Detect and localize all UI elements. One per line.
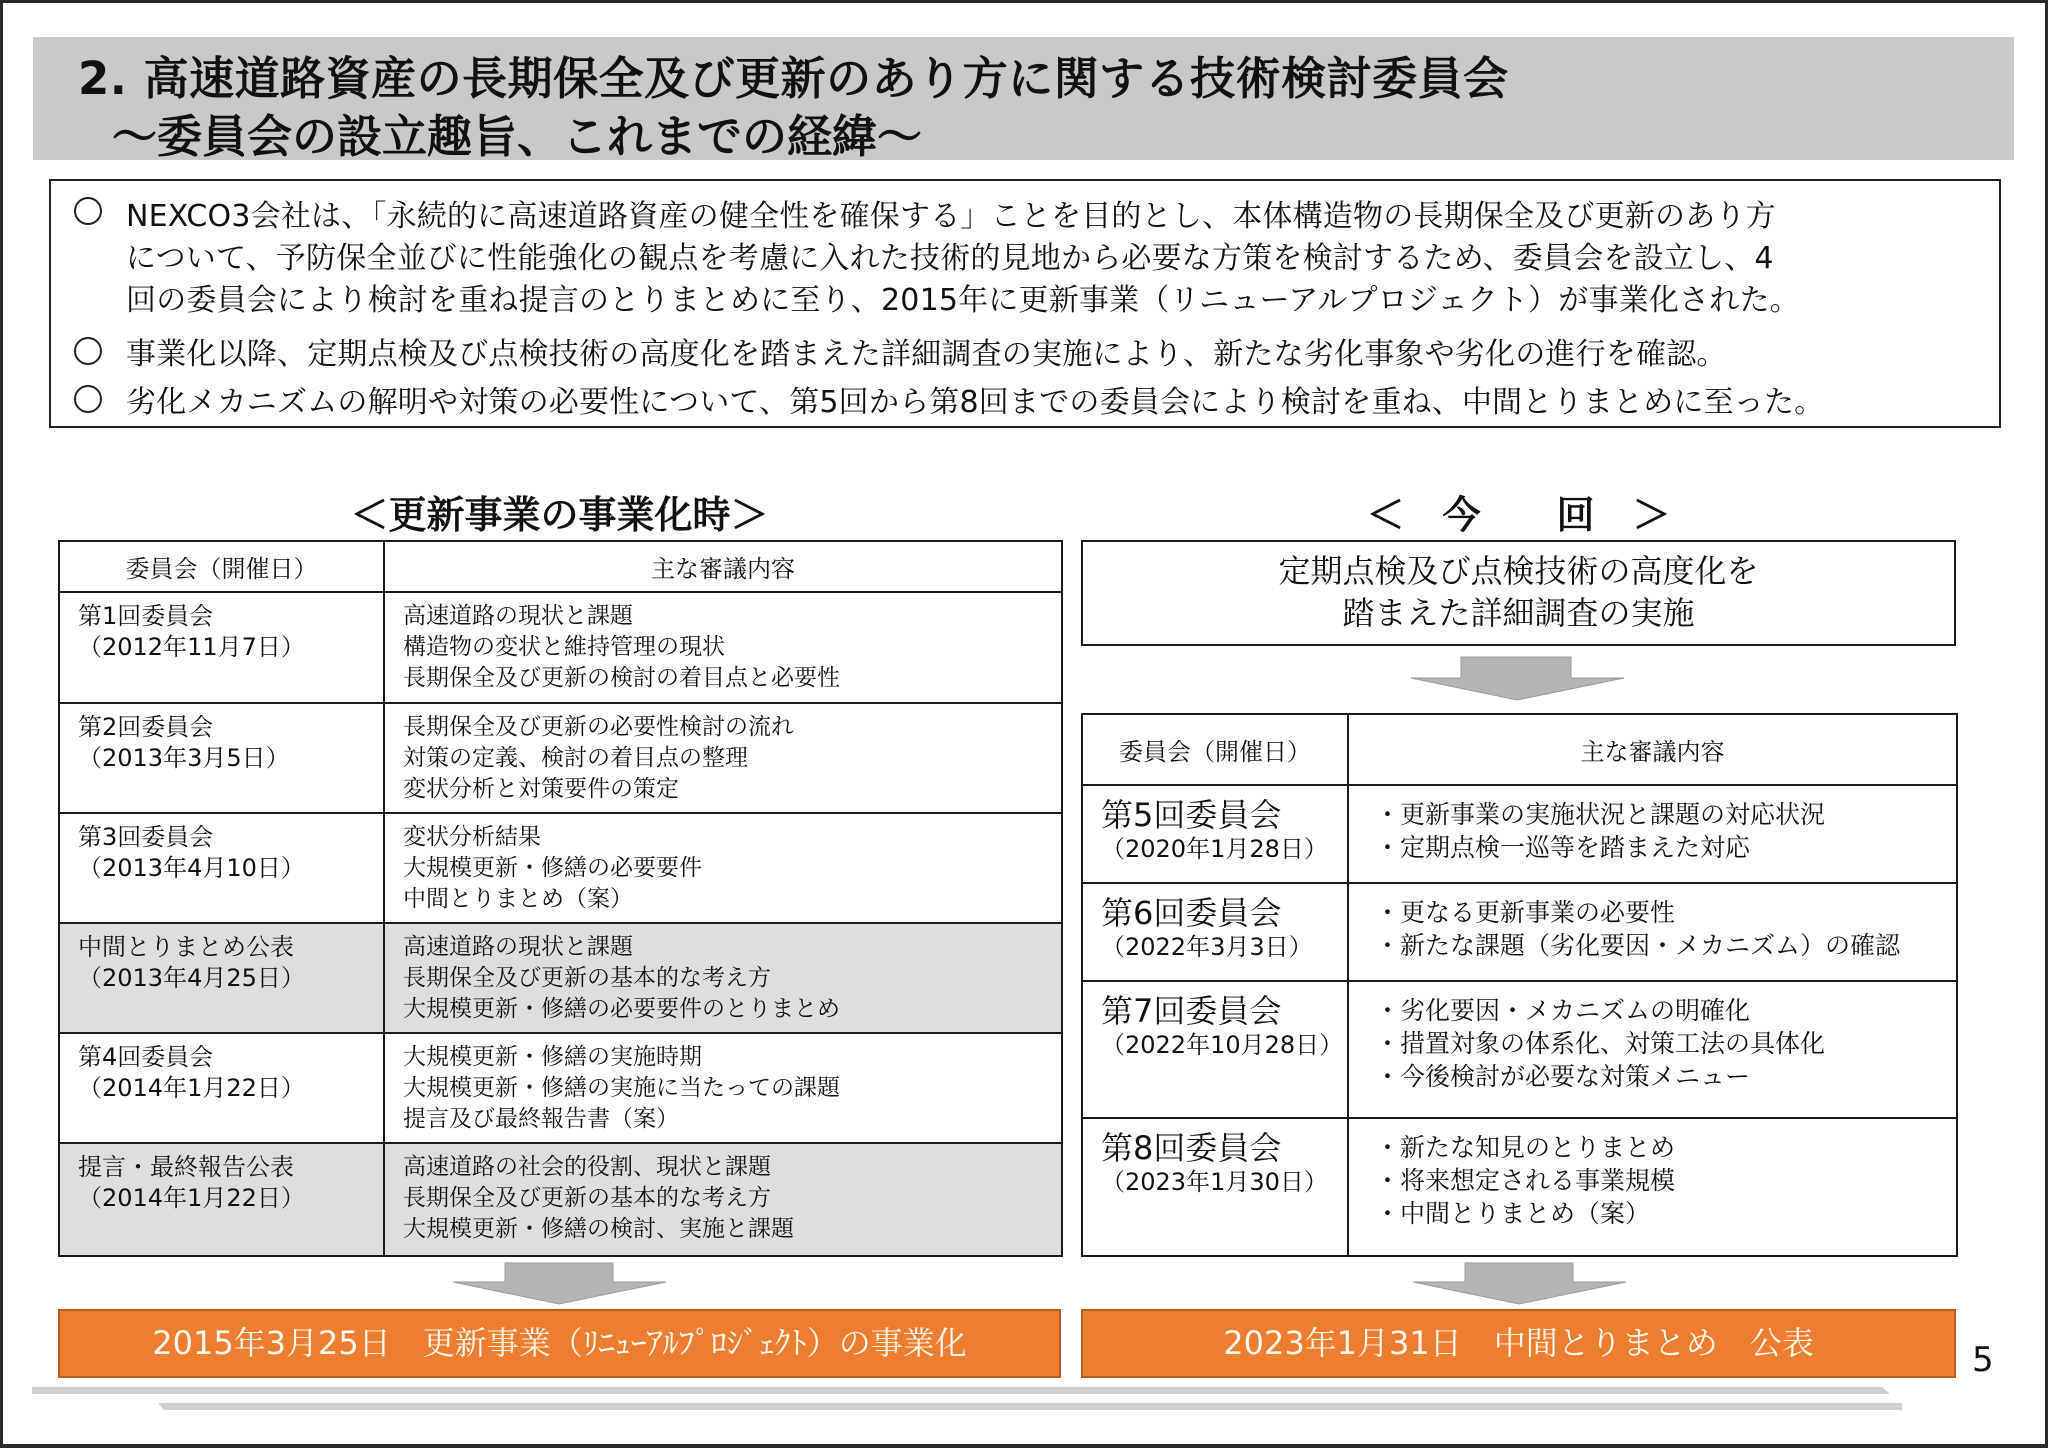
meeting-date: （2014年1月22日） [78, 1184, 305, 1212]
topic-item: 変状分析と対策要件の策定 [403, 776, 679, 802]
footer-decorative-bars [32, 1386, 1902, 1416]
meeting-name: 提言・最終報告公表 [78, 1153, 294, 1181]
column-header-committee: 委員会（開催日） [1082, 714, 1348, 785]
column-header-topics: 主な審議内容 [384, 541, 1062, 592]
topic-item: 提言及び最終報告書（案） [403, 1106, 679, 1132]
left-outcome-banner: 2015年3月25日 更新事業（ﾘﾆｭｰｱﾙﾌﾟﾛｼﾞｪｸﾄ）の事業化 [58, 1309, 1061, 1378]
meeting-name: 第6回委員会 [1101, 894, 1282, 932]
table-row [59, 813, 1062, 923]
meeting-date: （2013年4月10日） [78, 854, 305, 882]
meeting-name: 第3回委員会 [78, 823, 214, 851]
table-header-row [1082, 714, 1957, 785]
left-section-title: ＜更新事業の事業化時＞ [350, 493, 769, 537]
table-row [1082, 1118, 1957, 1256]
topic-item: 大規模更新・修繕の必要要件 [403, 855, 702, 881]
down-arrow-icon [450, 1262, 670, 1306]
topic-item: 大規模更新・修繕の実施に当たっての課題 [403, 1075, 840, 1101]
topic-item: 変状分析結果 [403, 824, 541, 850]
topic-item: 対策の定義、検討の着目点の整理 [403, 745, 748, 771]
table-row [1082, 883, 1957, 981]
topic-item: ・措置対象の体系化、対策工法の具体化 [1375, 1029, 1826, 1058]
column-header-topics: 主な審議内容 [1348, 714, 1957, 785]
topic-item: ・今後検討が必要な対策メニュー [1375, 1062, 1751, 1091]
meeting-name: 中間とりまとめ公表 [78, 933, 294, 961]
topic-item: 構造物の変状と維持管理の現状 [403, 634, 725, 660]
current-context-box [1081, 540, 1956, 646]
intro-text-line: 回の委員会により検討を重ね提言のとりまとめに至り、2015年に更新事業（リニューアルプロジェクト）が事業化された。 [126, 283, 1800, 318]
circle-bullet-icon [74, 337, 102, 365]
past-committee-table [58, 540, 1063, 1257]
topic-item: ・定期点検一巡等を踏まえた対応 [1375, 833, 1751, 862]
meeting-name: 第2回委員会 [78, 713, 214, 741]
topic-item: ・更なる更新事業の必要性 [1375, 898, 1676, 927]
circle-bullet-icon [74, 385, 102, 413]
page-number: 5 [1972, 1340, 1994, 1380]
meeting-name: 第4回委員会 [78, 1043, 214, 1071]
intro-summary-box [49, 179, 2001, 428]
topic-item: ・新たな課題（劣化要因・メカニズム）の確認 [1375, 931, 1901, 960]
meeting-date: （2014年1月22日） [78, 1074, 305, 1102]
meeting-date: （2023年1月30日） [1101, 1168, 1328, 1196]
context-line: 定期点検及び点検技術の高度化を [1278, 552, 1759, 590]
intro-text-line: 劣化メカニズムの解明や対策の必要性について、第5回から第8回までの委員会により検討を重ね、中間とりまとめに至った。 [126, 385, 1825, 420]
topic-item: 高速道路の社会的役割、現状と課題 [403, 1154, 771, 1180]
meeting-date: （2013年4月25日） [78, 964, 305, 992]
meeting-name: 第5回委員会 [1101, 796, 1282, 834]
topic-item: 長期保全及び更新の必要性検討の流れ [403, 714, 794, 740]
topic-item: 中間とりまとめ（案） [403, 886, 633, 912]
topic-item: 大規模更新・修繕の実施時期 [403, 1044, 702, 1070]
table-row-highlighted [59, 923, 1062, 1033]
context-line: 踏まえた詳細調査の実施 [1342, 594, 1695, 632]
page-title: 2. 高速道路資産の長期保全及び更新のあり方に関する技術検討委員会 [78, 52, 1509, 105]
topic-item: ・劣化要因・メカニズムの明確化 [1375, 996, 1751, 1025]
intro-text-line: について、予防保全並びに性能強化の観点を考慮に入れた技術的見地から必要な方策を検討するため、委員会を設立し、4 [126, 241, 1774, 276]
table-row [1082, 981, 1957, 1118]
topic-item: ・将来想定される事業規模 [1375, 1166, 1676, 1195]
table-row [59, 592, 1062, 703]
meeting-date: （2013年3月5日） [78, 744, 290, 772]
table-header-row [59, 541, 1062, 592]
topic-item: ・新たな知見のとりまとめ [1375, 1133, 1676, 1162]
column-header-committee: 委員会（開催日） [59, 541, 384, 592]
topic-item: ・中間とりまとめ（案） [1375, 1199, 1651, 1228]
topic-item: 長期保全及び更新の基本的な考え方 [403, 965, 771, 991]
circle-bullet-icon [74, 197, 102, 225]
down-arrow-icon [1408, 656, 1628, 702]
topic-item: 長期保全及び更新の検討の着目点と必要性 [403, 665, 840, 691]
page-subtitle: 〜委員会の設立趣旨、これまでの経緯〜 [112, 110, 923, 163]
right-outcome-banner: 2023年1月31日 中間とりまとめ 公表 [1081, 1309, 1956, 1378]
meeting-name: 第8回委員会 [1101, 1129, 1282, 1167]
topic-item: ・更新事業の実施状況と課題の対応状況 [1375, 800, 1826, 829]
table-row [1082, 785, 1957, 883]
meeting-date: （2022年3月3日） [1101, 933, 1313, 961]
meeting-name: 第7回委員会 [1101, 992, 1282, 1030]
meeting-date: （2012年11月7日） [78, 633, 305, 661]
table-row [59, 703, 1062, 813]
table-row-highlighted [59, 1143, 1062, 1256]
meeting-name: 第1回委員会 [78, 602, 214, 630]
intro-text-line: NEXCO3会社は、「永続的に高速道路資産の健全性を確保する」ことを目的とし、本体構造物の長期保全及び更新のあり方 [126, 199, 1776, 234]
right-section-title: ＜ 今 回 ＞ [1366, 493, 1671, 537]
topic-item: 大規模更新・修繕の必要要件のとりまとめ [403, 996, 840, 1022]
down-arrow-icon [1410, 1262, 1630, 1306]
table-row [59, 1033, 1062, 1143]
meeting-date: （2020年1月28日） [1101, 835, 1328, 863]
meeting-date: （2022年10月28日） [1101, 1031, 1344, 1059]
current-committee-table [1081, 713, 1958, 1257]
topic-item: 大規模更新・修繕の検討、実施と課題 [403, 1216, 794, 1242]
topic-item: 高速道路の現状と課題 [403, 603, 633, 629]
topic-item: 長期保全及び更新の基本的な考え方 [403, 1185, 771, 1211]
topic-item: 高速道路の現状と課題 [403, 934, 633, 960]
intro-text-line: 事業化以降、定期点検及び点検技術の高度化を踏まえた詳細調査の実施により、新たな劣化事象や劣化の進行を確認。 [126, 337, 1727, 372]
